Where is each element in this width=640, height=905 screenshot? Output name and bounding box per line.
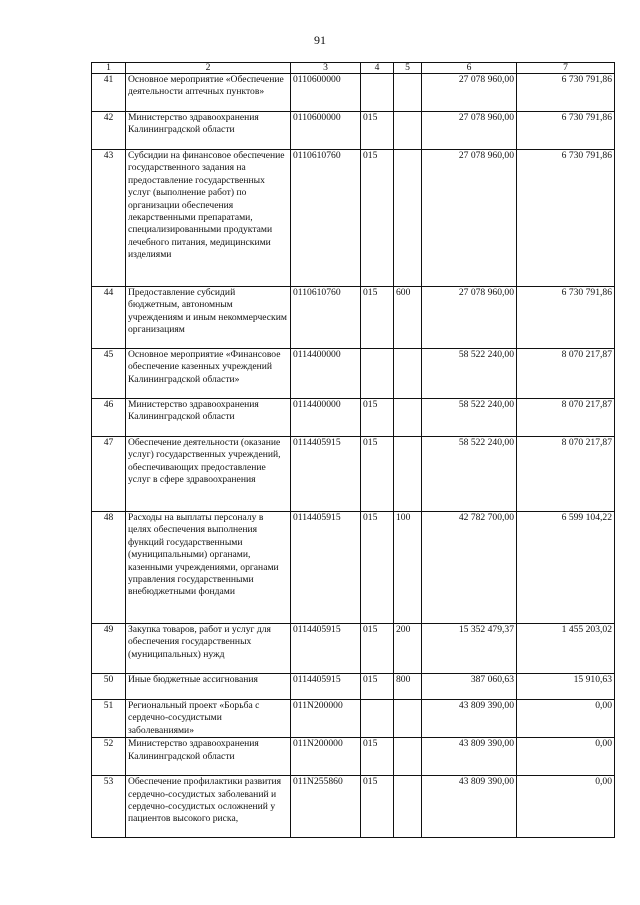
row-name: Региональный проект «Борьба с сердечно-сосудистыми заболеваниями» [126,700,291,738]
row-number: 45 [92,349,126,399]
row-ministry: 015 [361,512,394,624]
column-header: 6 [422,63,517,74]
row-code: 0114400000 [291,399,361,437]
row-amount-1: 42 782 700,00 [422,512,517,624]
row-number: 53 [92,776,126,838]
row-name: Основное мероприятие «Обеспечение деятельности аптечных пунктов» [126,74,291,112]
column-header: 2 [126,63,291,74]
table-row [92,74,615,112]
row-type [394,112,422,150]
row-amount-1: 43 809 390,00 [422,738,517,776]
row-ministry: 015 [361,437,394,512]
table-row [92,349,615,399]
column-header: 3 [291,63,361,74]
row-code: 0110610760 [291,150,361,287]
row-number: 41 [92,74,126,112]
row-amount-2: 8 070 217,87 [517,349,615,399]
row-amount-1: 387 060,63 [422,674,517,700]
row-amount-1: 58 522 240,00 [422,399,517,437]
row-type: 200 [394,624,422,674]
row-ministry: 015 [361,674,394,700]
row-ministry: 015 [361,287,394,349]
row-number: 43 [92,150,126,287]
row-type: 800 [394,674,422,700]
row-code: 011N200000 [291,700,361,738]
table-row [92,776,615,838]
row-ministry [361,349,394,399]
row-amount-1: 27 078 960,00 [422,112,517,150]
row-number: 46 [92,399,126,437]
row-type [394,150,422,287]
column-header-row [92,63,615,74]
row-amount-2: 6 599 104,22 [517,512,615,624]
row-type [394,74,422,112]
row-amount-2: 0,00 [517,738,615,776]
row-type [394,437,422,512]
row-code: 0114405915 [291,437,361,512]
row-ministry: 015 [361,738,394,776]
table-row [92,150,615,287]
row-ministry: 015 [361,112,394,150]
table-row [92,674,615,700]
table-row [92,437,615,512]
row-name: Иные бюджетные ассигнования [126,674,291,700]
row-amount-1: 27 078 960,00 [422,74,517,112]
row-type [394,349,422,399]
row-code: 0110600000 [291,74,361,112]
row-number: 44 [92,287,126,349]
row-name: Закупка товаров, работ и услуг для обеспечения государственных (муниципальных) нужд [126,624,291,674]
page-number: 91 [314,33,326,47]
row-number: 51 [92,700,126,738]
row-name: Министерство здравоохранения Калининградской области [126,112,291,150]
table-row [92,399,615,437]
row-code: 0110600000 [291,112,361,150]
row-ministry: 015 [361,776,394,838]
row-amount-2: 0,00 [517,700,615,738]
row-code: 011N200000 [291,738,361,776]
row-amount-1: 58 522 240,00 [422,437,517,512]
row-amount-2: 6 730 791,86 [517,287,615,349]
row-amount-1: 27 078 960,00 [422,287,517,349]
row-ministry: 015 [361,624,394,674]
row-code: 0114405915 [291,624,361,674]
row-code: 0110610760 [291,287,361,349]
row-amount-2: 6 730 791,86 [517,74,615,112]
column-header: 4 [361,63,394,74]
row-amount-1: 27 078 960,00 [422,150,517,287]
table-row [92,700,615,738]
budget-table [91,62,615,838]
row-type [394,399,422,437]
row-name: Субсидии на финансовое обеспечение государственного задания на предоставление государственных услуг (выполнение работ) по организации обеспечения лекарственными препаратами, специализированными продуктами лечебного питания, медицинскими изделиями [126,150,291,287]
row-name: Предоставление субсидий бюджетным, автономным учреждениям и иным некоммерческим организациям [126,287,291,349]
row-ministry: 015 [361,399,394,437]
row-type: 600 [394,287,422,349]
row-ministry: 015 [361,150,394,287]
row-amount-2: 6 730 791,86 [517,150,615,287]
row-name: Обеспечение деятельности (оказание услуг) государственных учреждений, обеспечивающих предоставление услуг в сфере здравоохранения [126,437,291,512]
row-number: 50 [92,674,126,700]
row-name: Основное мероприятие «Финансовое обеспечение казенных учреждений Калининградской области» [126,349,291,399]
row-number: 47 [92,437,126,512]
table-row [92,112,615,150]
row-number: 52 [92,738,126,776]
table-row [92,287,615,349]
row-name: Министерство здравоохранения Калининградской области [126,399,291,437]
row-amount-2: 8 070 217,87 [517,437,615,512]
row-amount-2: 8 070 217,87 [517,399,615,437]
row-name: Обеспечение профилактики развития сердечно-сосудистых заболеваний и сердечно-сосудистых осложнений у пациентов высокого риска, [126,776,291,838]
table-row [92,512,615,624]
row-code: 0114405915 [291,512,361,624]
column-header: 7 [517,63,615,74]
table-row [92,624,615,674]
row-type [394,700,422,738]
row-number: 42 [92,112,126,150]
row-ministry [361,74,394,112]
row-amount-1: 15 352 479,37 [422,624,517,674]
row-amount-2: 15 910,63 [517,674,615,700]
column-header: 1 [92,63,126,74]
row-number: 48 [92,512,126,624]
row-amount-2: 0,00 [517,776,615,838]
row-ministry [361,700,394,738]
row-type: 100 [394,512,422,624]
row-amount-1: 43 809 390,00 [422,700,517,738]
row-amount-2: 1 455 203,02 [517,624,615,674]
table-row [92,738,615,776]
row-name: Расходы на выплаты персоналу в целях обеспечения выполнения функций государственными (муниципальными) органами, казенными учреждениями, органами управления государственными внебюджетными фондами [126,512,291,624]
row-amount-2: 6 730 791,86 [517,112,615,150]
row-amount-1: 58 522 240,00 [422,349,517,399]
row-type [394,776,422,838]
row-code: 0114400000 [291,349,361,399]
row-number: 49 [92,624,126,674]
row-name: Министерство здравоохранения Калининградской области [126,738,291,776]
row-type [394,738,422,776]
column-header: 5 [394,63,422,74]
row-code: 0114405915 [291,674,361,700]
row-amount-1: 43 809 390,00 [422,776,517,838]
row-code: 011N255860 [291,776,361,838]
